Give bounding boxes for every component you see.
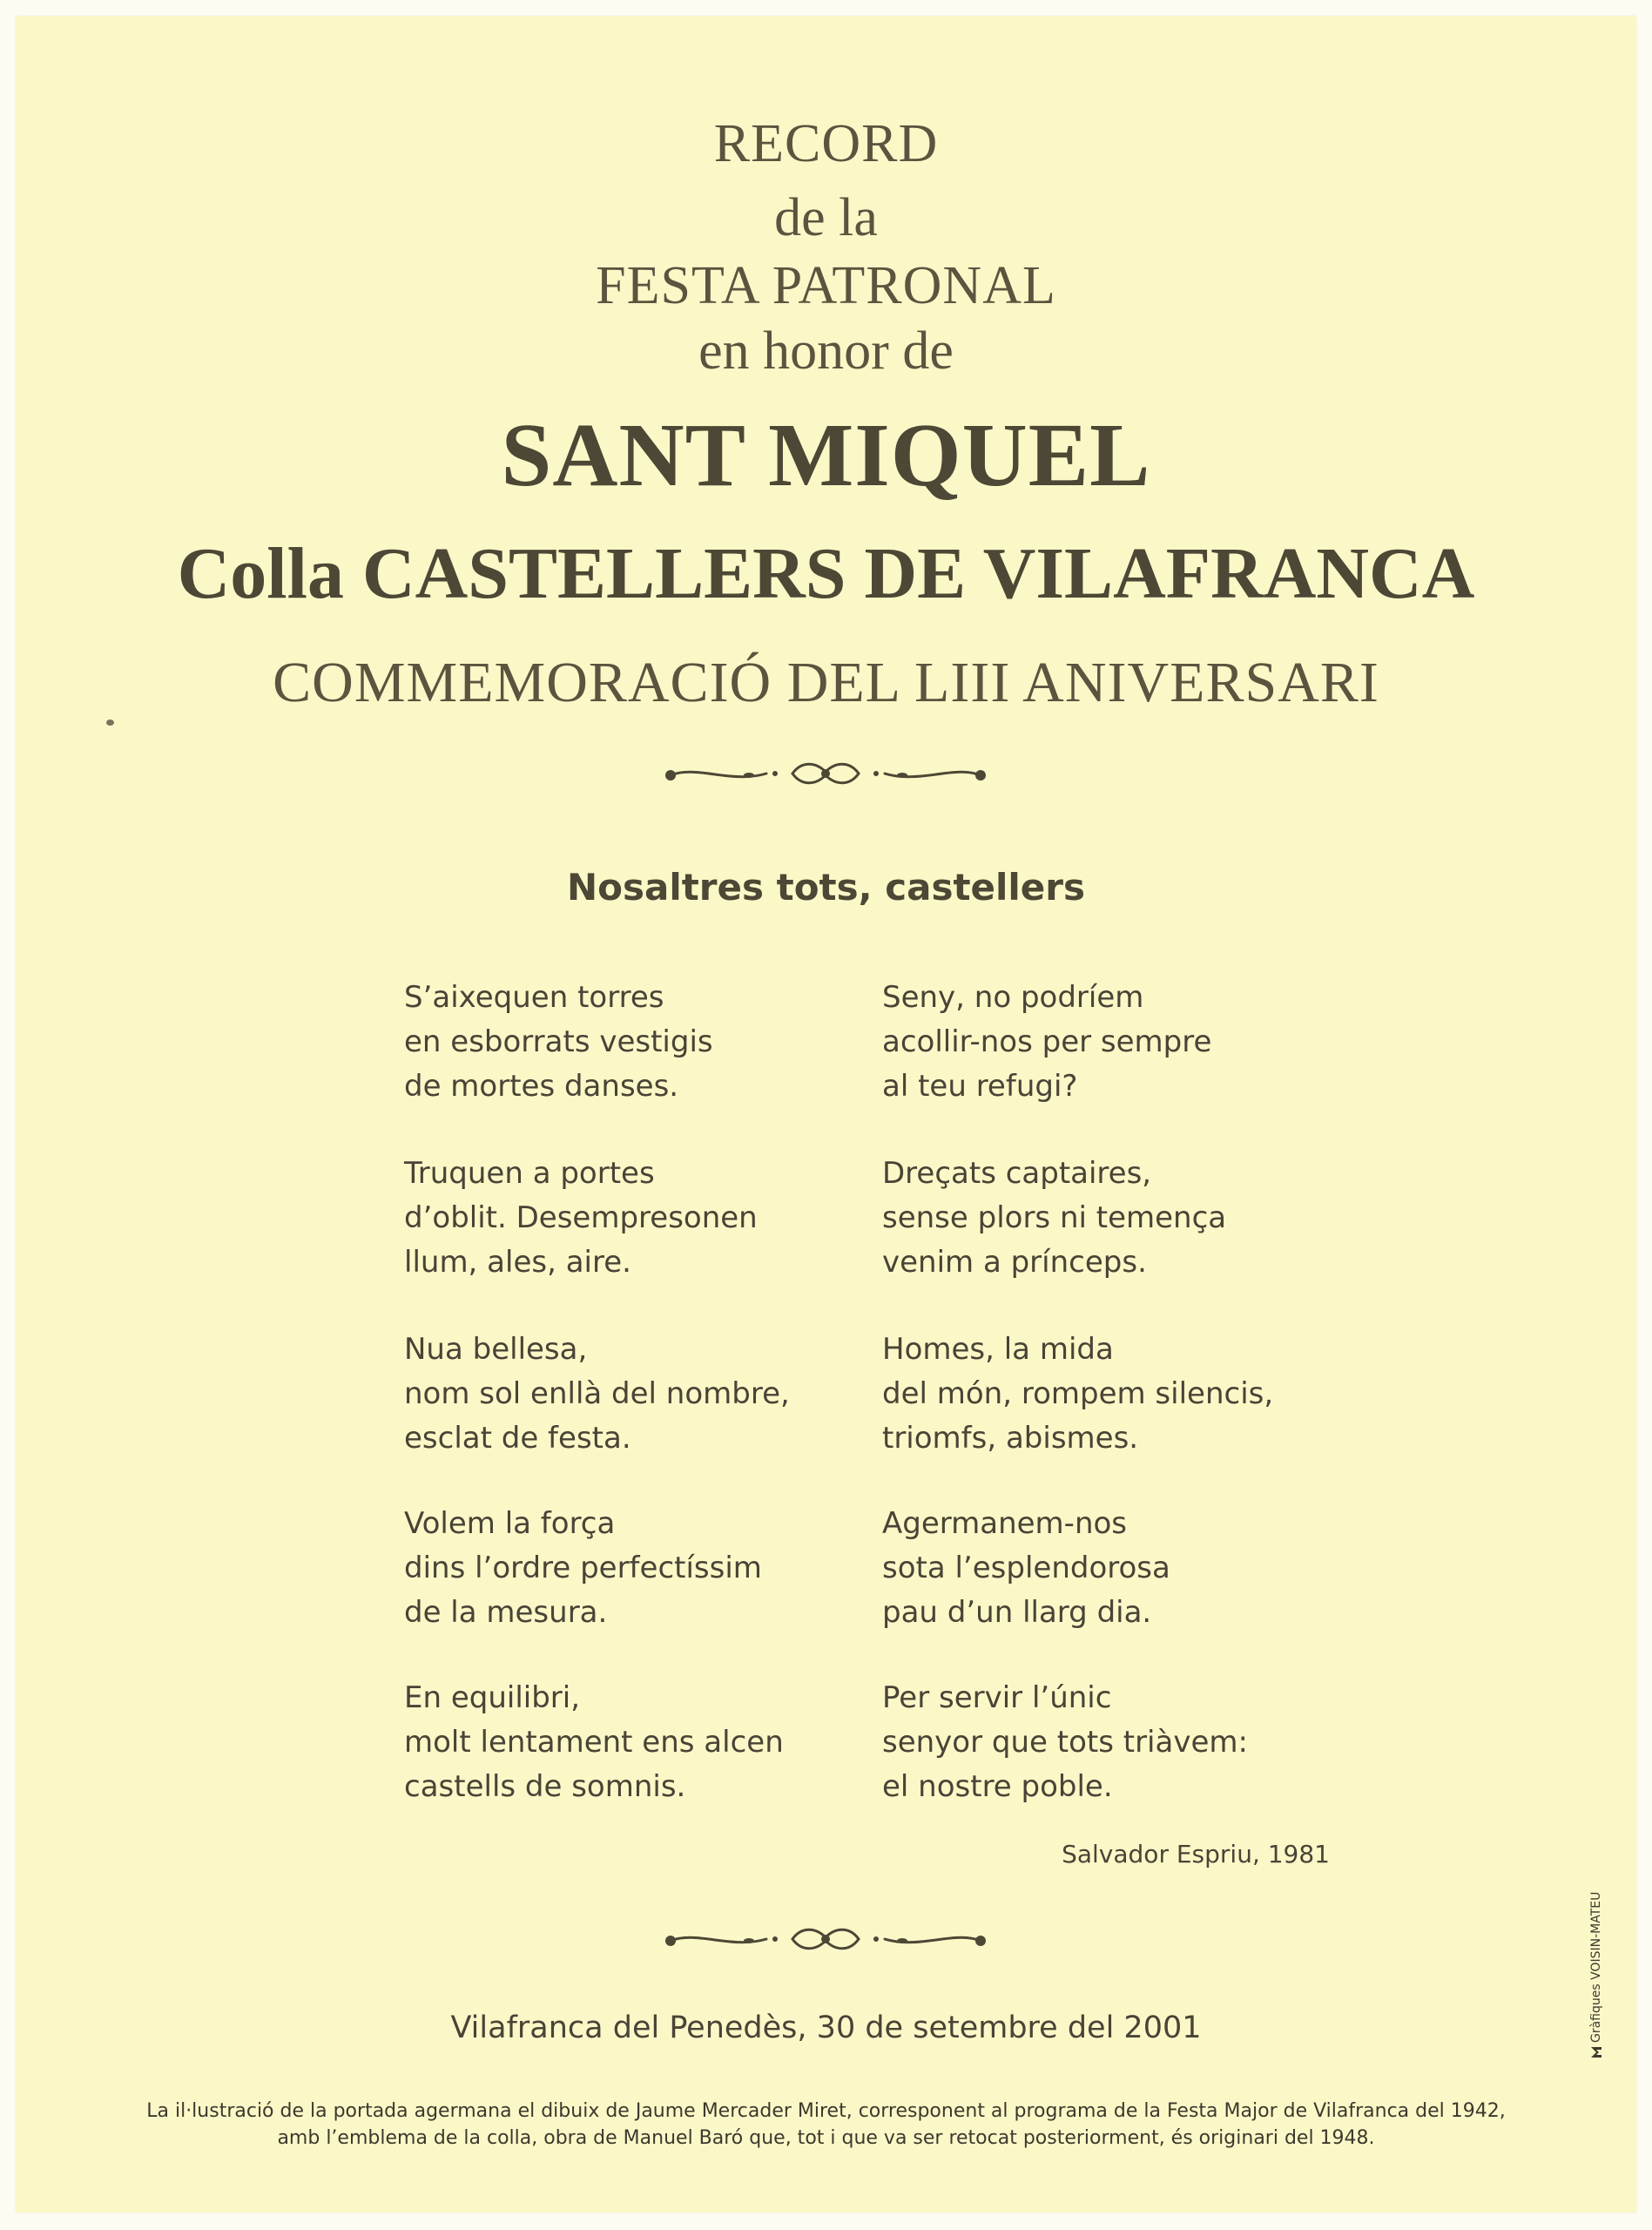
footnote-line: amb l’emblema de la colla, obra de Manuel Baró que, tot i que va ser retocat posteriorment, és originari del 1948. <box>277 2127 1375 2149</box>
poem-stanza: Homes, la mida del món, rompem silencis, triomfs, abismes. <box>882 1332 1274 1456</box>
poem-stanza: Nua bellesa, nom sol enllà del nombre, esclat de festa. <box>404 1332 790 1456</box>
poem-stanza: En equilibri, molt lentament ens alcen castells de somnis. <box>404 1680 784 1804</box>
heading-festa-patronal: FESTA PATRONAL <box>596 256 1056 315</box>
poem-title: Nosaltres tots, castellers <box>566 866 1085 909</box>
heading-sant-miquel: SANT MIQUEL <box>501 405 1151 505</box>
poem-stanza: Dreçats captaires, sense plors ni temença venim a prínceps. <box>882 1156 1227 1280</box>
heading-record: RECORD <box>713 114 939 173</box>
paper-speck <box>106 720 114 726</box>
place-and-date: Vilafranca del Penedès, 30 de setembre del 2001 <box>450 2010 1202 2045</box>
heading-en-honor-de: en honor de <box>698 321 954 381</box>
flourish-divider-icon <box>662 756 989 791</box>
poem-stanza: S’aixequen torres en esborrats vestigis de mortes danses. <box>404 980 713 1104</box>
footnote-line: La il·lustració de la portada agermana el dibuix de Jaume Mercader Miret, corresponent al programa de la Festa Major de Vilafranca del 1942, <box>146 2100 1506 2122</box>
heading-commemoracio: COMMEMORACIÓ DEL LIII ANIVERSARI <box>273 651 1379 714</box>
poem-author: Salvador Espriu, 1981 <box>1062 1840 1330 1868</box>
heading-de-la: de la <box>774 188 878 247</box>
poem-stanza: Seny, no podríem acollir-nos per sempre al teu refugi? <box>882 980 1212 1104</box>
document-sheet <box>16 16 1636 2213</box>
printer-name: Gràfiques VOISIN-MATEU <box>1589 1891 1603 2043</box>
heading-colla: Colla CASTELLERS DE VILAFRANCA <box>177 533 1475 614</box>
poem-stanza: Agermanem-nos sota l’esplendorosa pau d’un llarg dia. <box>882 1506 1170 1630</box>
printer-logo-icon <box>1590 2046 1602 2058</box>
poem-stanza: Truquen a portes d’oblit. Desempresonen llum, ales, aire. <box>404 1156 758 1280</box>
printer-credit <box>1583 1891 1609 2058</box>
flourish-divider-icon <box>662 1922 989 1956</box>
poem-stanza: Volem la força dins l’ordre perfectíssim de la mesura. <box>404 1506 762 1630</box>
illustration-footnote <box>16 2098 1636 2152</box>
poem-stanza: Per servir l’únic senyor que tots triàvem: el nostre poble. <box>882 1680 1248 1804</box>
